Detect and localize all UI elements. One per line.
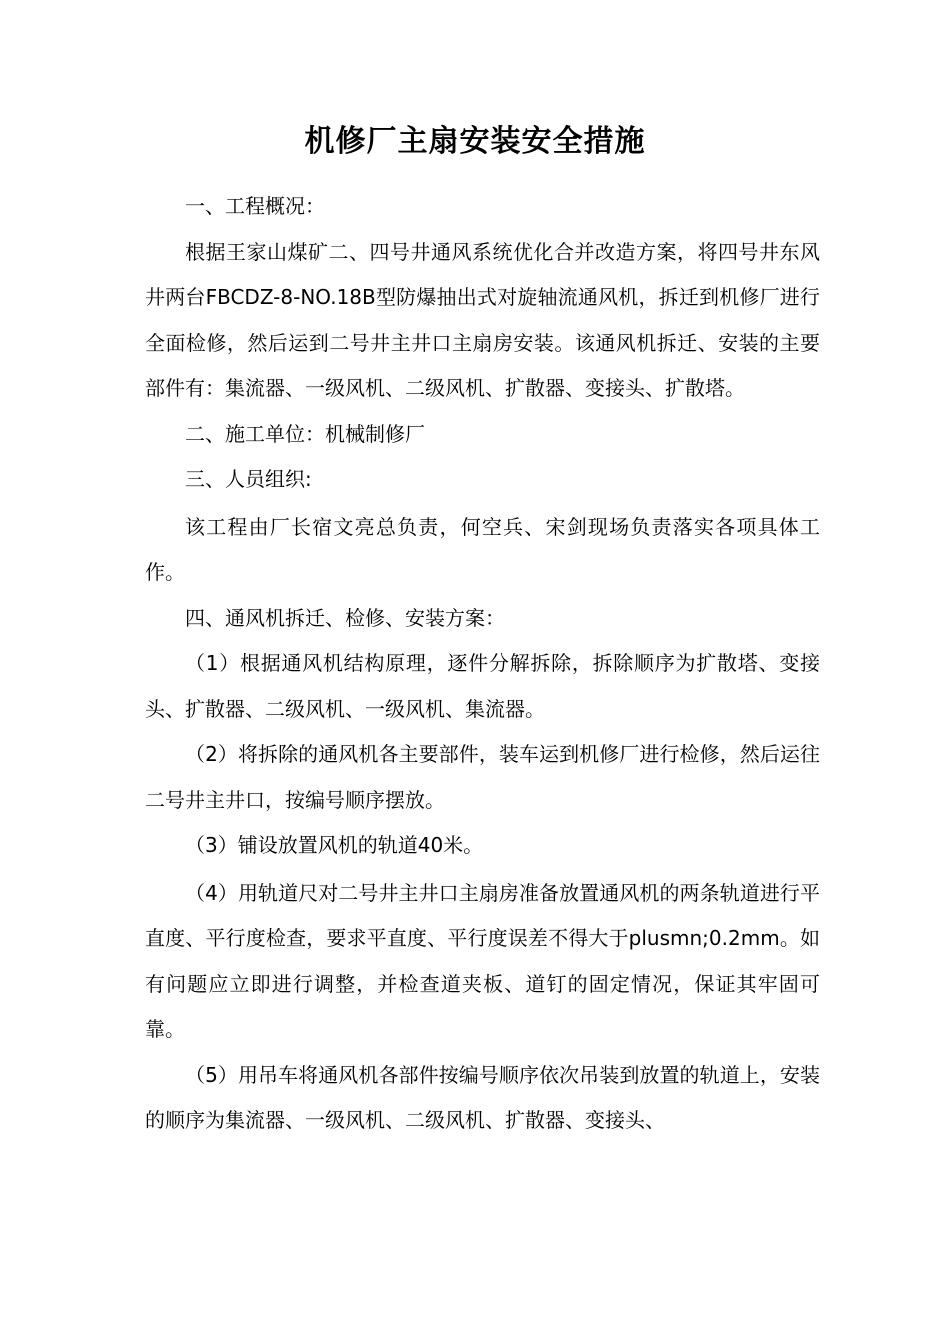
section-4-item-2: （2）将拆除的通风机各主要部件，装车运到机修厂进行检修，然后运往二号井主井口，按编号顺序摆放。 [145, 742, 820, 812]
section-4-item-5: （5）用吊车将通风机各部件按编号顺序依次吊装到放置的轨道上，安装的顺序为集流器、一级风机、二级风机、扩散器、变接头、 [145, 1062, 820, 1132]
section-1-heading: 一、工程概况： [185, 194, 325, 218]
section-4-item-4: （4）用轨道尺对二号井主井口主扇房准备放置通风机的两条轨道进行平直度、平行度检查，要求平直度、平行度误差不得大于plusmn;0.2mm。如有问题应立即进行调整，并检查道夹板、道钉的固定情况，保证其牢固可靠。 [145, 880, 820, 1041]
section-1-paragraph: 根据王家山煤矿二、四号井通风系统优化合并改造方案，将四号井东风井两台FBCDZ-8-NO.18B型防爆抽出式对旋轴流通风机，拆迁到机修厂进行全面检修，然后运到二号井主井口主扇房安装。该通风机拆迁、安装的主要部件有：集流器、一级风机、二级风机、扩散器、变接头、扩散塔。 [145, 239, 820, 400]
section-4-heading: 四、通风机拆迁、检修、安装方案： [185, 605, 505, 630]
section-3-paragraph: 该工程由厂长宿文亮总负责，何空兵、宋剑现场负责落实各项具体工作。 [145, 514, 820, 584]
document-body [145, 184, 820, 1144]
document-title: 机修厂主扇安装安全措施 [304, 124, 646, 159]
section-4-item-1: （1）根据通风机结构原理，逐件分解拆除，拆除顺序为扩散塔、变接头、扩散器、二级风机、一级风机、集流器。 [145, 651, 820, 721]
section-2-heading: 二、施工单位：机械制修厂 [185, 421, 425, 446]
section-3-heading: 三、人员组织: [185, 467, 312, 491]
section-4-item-3: （3）铺设放置风机的轨道40米。 [185, 833, 484, 857]
